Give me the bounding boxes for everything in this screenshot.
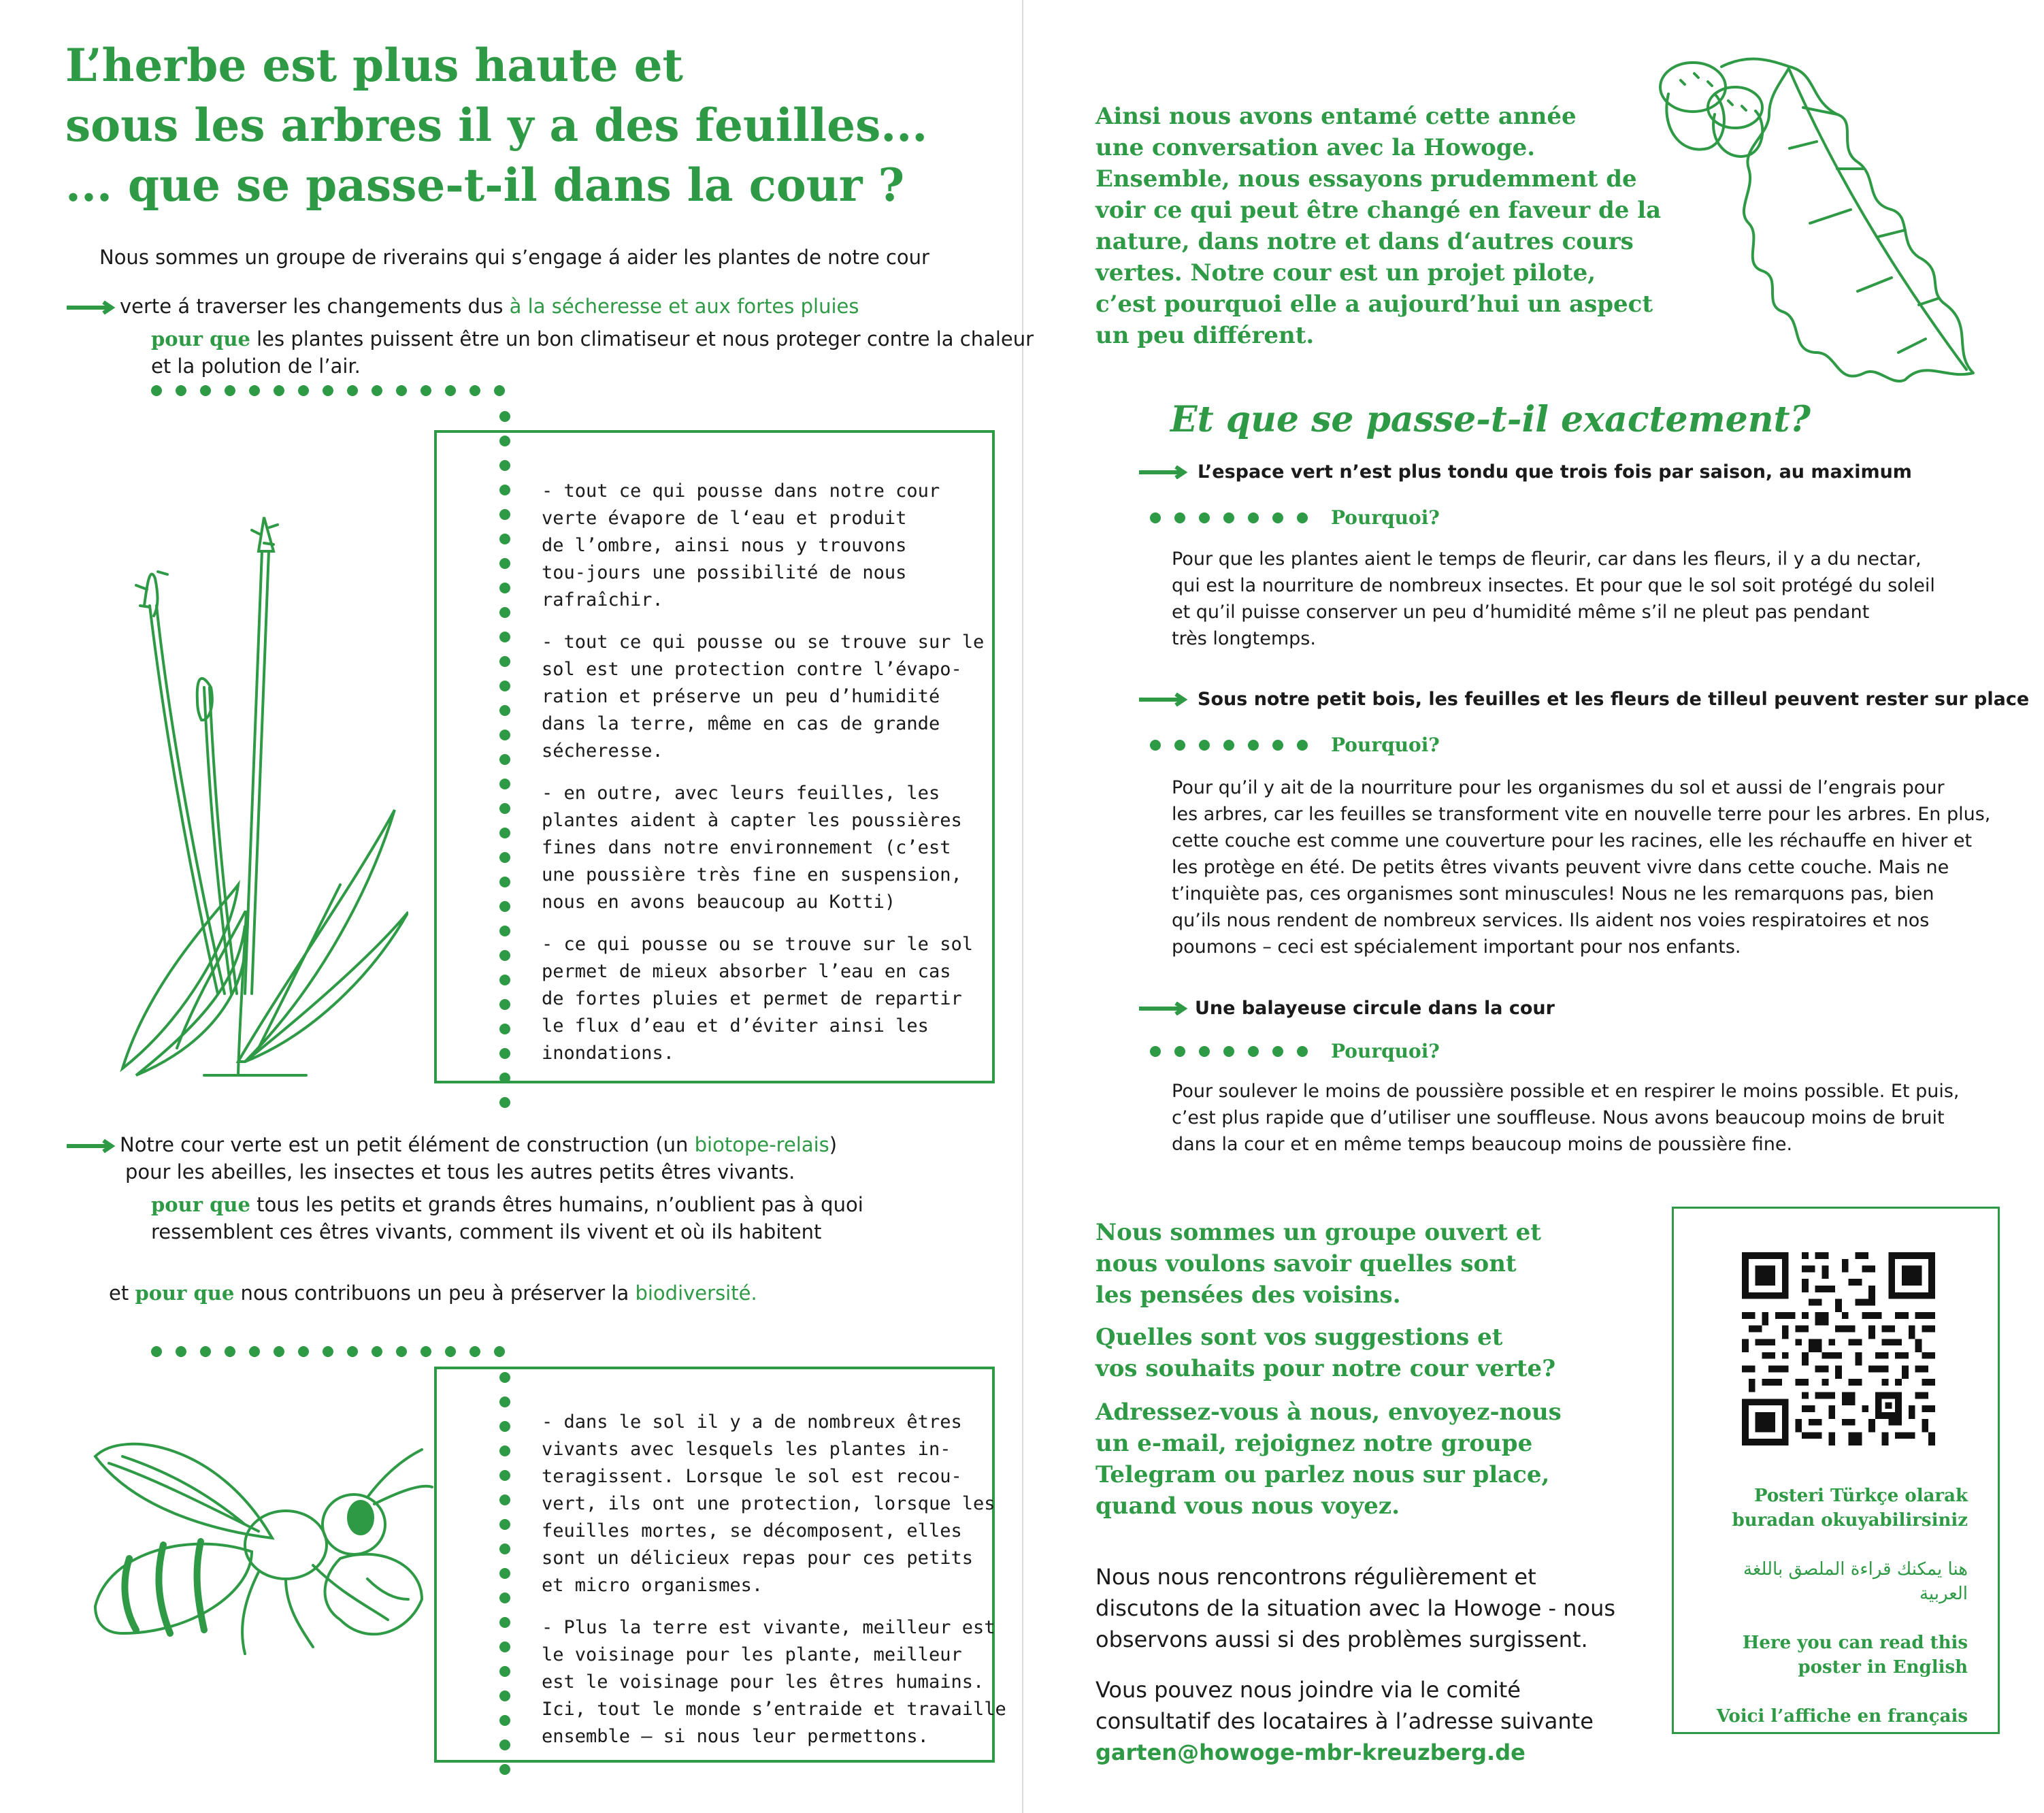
intro-text: Nous sommes un groupe de riverains qui s’engage á aider les plantes de notre cour: [99, 246, 929, 269]
item-3-why: Pourquoi?: [1331, 1040, 1440, 1062]
call-contact-us: Adressez-vous à nous, envoyez-nous un e-mail, rejoignez notre groupe Telegram ou parlez nous sur place, quand vous nous voyez.: [1095, 1399, 1562, 1520]
dot-bullet-icon: [1297, 512, 1308, 523]
dot-bullet-icon: [249, 1346, 260, 1357]
dot-bullet-icon: [372, 385, 382, 396]
dot-bullet-icon: [176, 385, 186, 396]
dot-bullet-icon: [1174, 1046, 1185, 1057]
dot-bullet-icon: [1150, 740, 1161, 751]
qr-french[interactable]: Voici l’affiche en français: [1716, 1706, 1968, 1727]
title-line-3: ... que se passe-t-il dans la cour ?: [65, 159, 905, 212]
dot-bullet-icon: [1272, 740, 1283, 751]
qr-arabic[interactable]: هنا يمكنك قراءة الملصق باللغة العربية: [1743, 1559, 1968, 1604]
item-2-why: Pourquoi?: [1331, 734, 1440, 756]
arrow-right-icon: [1138, 693, 1188, 706]
dot-row-1: [151, 385, 505, 396]
arrow-right-icon: [65, 1139, 116, 1153]
arrow-right-icon: [65, 301, 116, 314]
dot-bullet-icon: [1174, 512, 1185, 523]
paragraph-1b: pour que les plantes puissent être un bon climatiseur et nous proteger contre la chaleur et la polution de l’air.: [151, 327, 1034, 378]
dot-bullet-icon: [469, 385, 480, 396]
dot-bullet-icon: [445, 385, 456, 396]
page-title: [65, 35, 927, 215]
dot-bullet-icon: [176, 1346, 186, 1357]
dot-row-2: [151, 1346, 505, 1357]
dot-bullet-icon: [372, 1346, 382, 1357]
bee-illustration-icon: [82, 1429, 435, 1661]
dot-bullet-icon: [1223, 512, 1234, 523]
dot-bullet-icon: [421, 385, 431, 396]
dot-bullet-icon: [1223, 1046, 1234, 1057]
right-intro: Ainsi nous avons entamé cette année une conversation avec la Howoge. Ensemble, nous essayons prudemment de voir ce qui peut être changé en faveur de la nature, dans notre et dans d‘autres cours vertes. Notre cour est un projet pilote, c’est pourquoi elle a aujourd’hui un aspect un peu différent.: [1095, 103, 1662, 349]
plantain-illustration-icon: [82, 504, 408, 1089]
item-2-dots: [1150, 734, 1440, 756]
title-line-2: sous les arbres il y a des feuilles...: [65, 99, 928, 152]
dot-bullet-icon: [1297, 740, 1308, 751]
item-3-title: Une balayeuse circule dans la cour: [1138, 998, 1555, 1019]
qr-turkish[interactable]: Posteri Türkçe olarak buradan okuyabilirsiniz: [1732, 1486, 1968, 1531]
page-fold-divider: [1022, 0, 1023, 1813]
dot-bullet-icon: [1297, 1046, 1308, 1057]
dot-bullet-icon: [421, 1346, 431, 1357]
dot-bullet-icon: [1174, 740, 1185, 751]
dot-bullet-icon: [249, 385, 260, 396]
email-link[interactable]: garten@howoge-mbr-kreuzberg.de: [1095, 1740, 1526, 1765]
dot-bullet-icon: [323, 385, 333, 396]
dot-bullet-icon: [151, 385, 162, 396]
section-subheading: Et que se passe-t-il exactement?: [1170, 399, 1811, 440]
item-2-title: Sous notre petit bois, les feuilles et les fleurs de tilleul peuvent rester sur place: [1138, 689, 2029, 710]
dot-bullet-icon: [494, 1346, 505, 1357]
item-1-text: Pour que les plantes aient le temps de fleurir, car dans les fleurs, il y a du nectar, qui est la nourriture de nombreux insectes. Et pour que le sol soit protégé du soleil et qu’il puisse conserver un peu d’humidité même s’il ne pleut pas pendant très longtemps.: [1172, 549, 1935, 649]
reach-text: Vous pouvez nous joindre via le comité consultatif des locataires à l’adresse suivante garten@howoge-mbr-kreuzberg.de: [1095, 1674, 1594, 1768]
call-suggestions: Quelles sont vos suggestions et vos souhaits pour notre cour verte?: [1095, 1324, 1556, 1382]
oak-leaf-acorn-icon: [1633, 33, 1987, 400]
dot-bullet-icon: [200, 1346, 211, 1357]
dot-bullet-icon: [396, 385, 407, 396]
item-3-text: Pour soulever le moins de poussière possible et en respirer le moins possible. Et puis, c’est plus rapide que d’utiliser une souffleuse. Nous avons beaucoup moins de bruit dans la cour et en même temps beaucoup moins de poussière fine.: [1172, 1081, 1960, 1155]
info-box-1-text: - tout ce qui pousse dans notre cour verte évapore de l‘eau et produit de l’ombre, ainsi nous y trouvons tou-jours une possibilité de nous rafraîchir. - tout ce qui pousse ou se trouve sur le sol est une protection contre l’évapo- ration et préserve un peu d’humidité dans la terre, même en cas de grande sécheresse. - en outre, avec leurs feuilles, les plantes aident à capter les poussières fines dans notre environnement (c’est une poussière très fine en suspension, nous en avons beaucoup au Kotti) - ce qui pousse ou se trouve sur le sol permet de mieux absorber l’eau en cas de fortes pluies et permet de repartir le flux d’eau et d’éviter ainsi les inondations.: [542, 480, 985, 1064]
item-2-text: Pour qu’il y ait de la nourriture pour les organismes du sol et aussi de l’engrais pour les arbres, car les feuilles se transforment vite en nouvelle terre pour les arbres. En plus, cette couche est comme une couverture pour les racines, elle les réchauffe en hiver et les protège en été. De petits êtres vivants peuvent vivre dans cette couche. Mais ne t’inquiète pas, ces organismes sont minuscules! Nous ne les remarquons pas, bien qu’ils nous rendent de nombreux services. Ils aident nos voies respiratoires et nos poumons – ceci est spécialement important pour nos enfants.: [1172, 777, 1991, 958]
item-1-why: Pourquoi?: [1331, 506, 1440, 529]
dot-bullet-icon: [1248, 1046, 1259, 1057]
dot-bullet-icon: [499, 1764, 510, 1775]
dot-bullet-icon: [469, 1346, 480, 1357]
dot-bullet-icon: [1272, 1046, 1283, 1057]
dot-bullet-icon: [1199, 740, 1210, 751]
call-open-group: Nous sommes un groupe ouvert et nous voulons savoir quelles sont les pensées des voisins.: [1095, 1219, 1542, 1309]
dot-bullet-icon: [1150, 1046, 1161, 1057]
dot-bullet-icon: [1272, 512, 1283, 523]
arrow-right-icon: [1138, 1002, 1188, 1015]
dot-bullet-icon: [1248, 512, 1259, 523]
dot-bullet-icon: [225, 385, 235, 396]
dot-bullet-icon: [445, 1346, 456, 1357]
dot-bullet-icon: [1199, 1046, 1210, 1057]
dot-bullet-icon: [274, 385, 284, 396]
item-1-dots: [1150, 506, 1440, 529]
dot-bullet-icon: [494, 385, 505, 396]
dot-bullet-icon: [396, 1346, 407, 1357]
qr-code-icon[interactable]: [1739, 1252, 1938, 1446]
dot-bullet-icon: [323, 1346, 333, 1357]
paragraph-3: et pour que nous contribuons un peu à préserver la biodiversité.: [109, 1281, 757, 1305]
dot-bullet-icon: [1150, 512, 1161, 523]
meeting-text: Nous nous rencontrons régulièrement et discutons de la situation avec la Howoge - nous observons aussi si des problèmes surgissent.: [1095, 1564, 1616, 1652]
dot-bullet-icon: [1223, 740, 1234, 751]
paragraph-1: verte á traverser les changements dus à la sécheresse et aux fortes pluies: [65, 293, 859, 320]
dot-bullet-icon: [499, 411, 510, 422]
dot-bullet-icon: [298, 385, 309, 396]
dot-bullet-icon: [151, 1346, 162, 1357]
dot-bullet-icon: [298, 1346, 309, 1357]
info-box-2-text: - dans le sol il y a de nombreux êtres vivants avec lesquels les plantes in- teragissent. Lorsque le sol est recou- vert, ils ont une protection, lorsque les feuilles mortes, se décomposent, elles sont un délicieux repas pour ces petits et micro organismes. - Plus la terre est vivante, meilleur est le voisinage pour les plante, meilleur est le voisinage pour les êtres humains. Ici, tout le monde s’entraide et travaille ensemble – si nous leur permettons.: [542, 1411, 1006, 1747]
dot-bullet-icon: [1248, 740, 1259, 751]
dot-bullet-icon: [200, 385, 211, 396]
item-3-dots: [1150, 1040, 1440, 1062]
dot-bullet-icon: [347, 1346, 358, 1357]
dot-bullet-icon: [225, 1346, 235, 1357]
dot-bullet-icon: [1199, 512, 1210, 523]
dot-bullet-icon: [274, 1346, 284, 1357]
paragraph-2b: pour que tous les petits et grands êtres humains, n’oublient pas à quoi ressemblent ces êtres vivants, comment ils vivent et où ils habitent: [151, 1193, 863, 1243]
qr-english[interactable]: Here you can read this poster in English: [1742, 1633, 1968, 1678]
dot-bullet-icon: [499, 1097, 510, 1108]
paragraph-2: Notre cour verte est un petit élément de construction (un biotope-relais) pour les abeilles, les insectes et tous les autres petits êtres vivants.: [65, 1131, 837, 1186]
arrow-right-icon: [1138, 466, 1188, 479]
dot-bullet-icon: [347, 385, 358, 396]
title-line-1: L’herbe est plus haute et: [65, 39, 684, 92]
item-1-title: L’espace vert n’est plus tondu que trois fois par saison, au maximum: [1138, 461, 1912, 483]
